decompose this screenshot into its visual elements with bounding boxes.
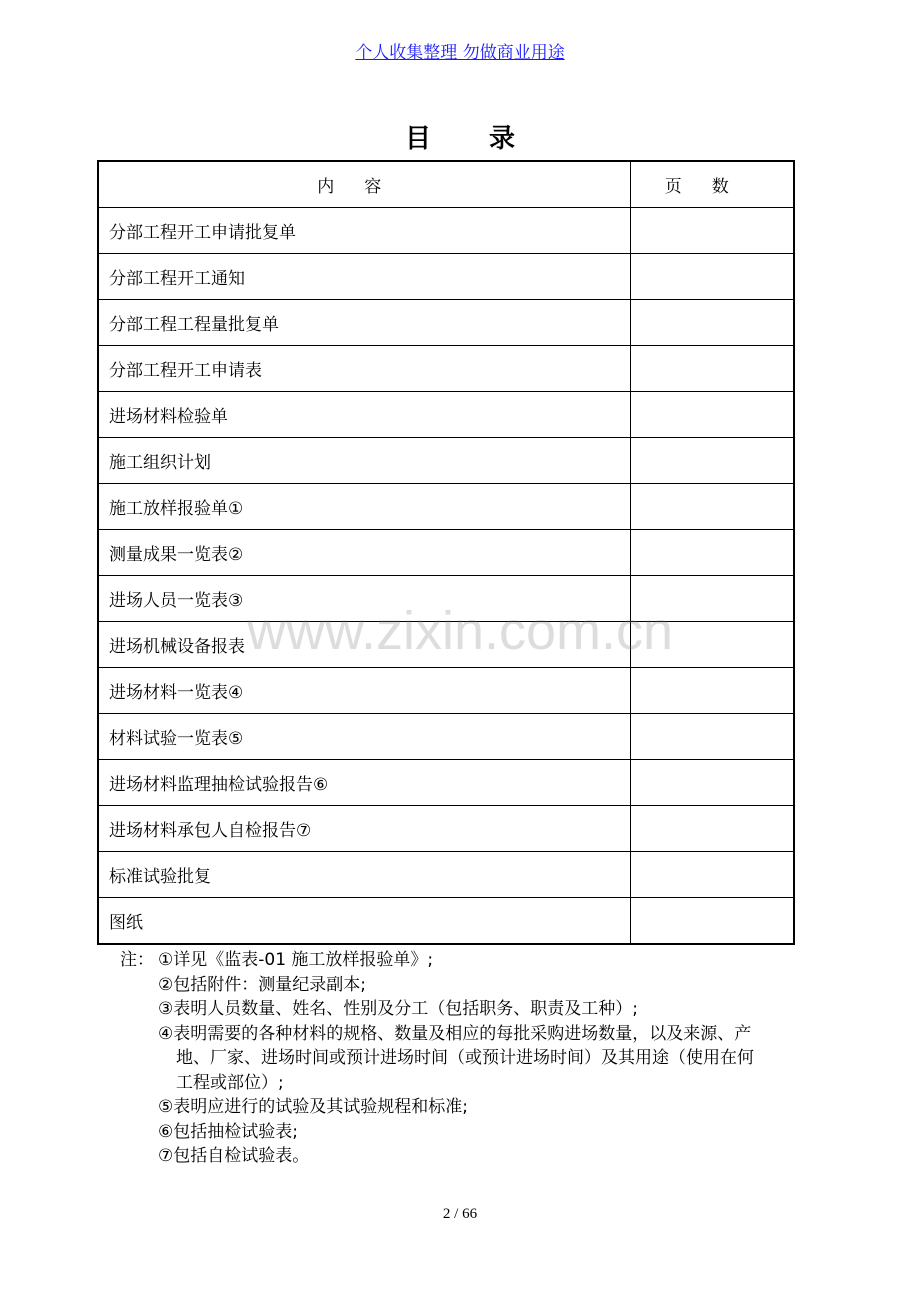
table-row xyxy=(98,714,794,760)
table-row xyxy=(98,392,794,438)
table-row xyxy=(98,438,794,484)
row-content: 分部工程开工申请批复单 xyxy=(98,208,630,254)
watermark: www.zixin.com.cn xyxy=(246,601,674,661)
row-content: 施工组织计划 xyxy=(98,438,630,484)
row-page-cell xyxy=(630,806,794,852)
page-title: 目录 xyxy=(404,124,573,154)
table-row xyxy=(98,208,794,254)
row-page-cell xyxy=(630,668,794,714)
table-row xyxy=(98,668,794,714)
toc-table xyxy=(97,160,795,945)
table-row xyxy=(98,852,794,898)
table-row xyxy=(98,484,794,530)
row-content: 分部工程开工通知 xyxy=(98,254,630,300)
row-page-cell xyxy=(630,760,794,806)
row-content: 进场机械设备报表 xyxy=(98,622,630,668)
table-row xyxy=(98,300,794,346)
table-row xyxy=(98,806,794,852)
note-item: ⑥包括抽检试验表; xyxy=(158,1121,298,1142)
row-content: 进场材料监理抽检试验报告⑥ xyxy=(98,760,630,806)
column-header-content: 内容 xyxy=(98,161,630,208)
table-row xyxy=(98,898,794,945)
row-content: 进场人员一览表③ xyxy=(98,576,630,622)
table-row xyxy=(98,346,794,392)
row-content: 材料试验一览表⑤ xyxy=(98,714,630,760)
row-content: 进场材料一览表④ xyxy=(98,668,630,714)
row-page-cell xyxy=(630,208,794,254)
table-row xyxy=(98,576,794,622)
column-header-page: 页数 xyxy=(630,161,794,208)
row-content: 图纸 xyxy=(98,898,630,945)
note-item: ②包括附件：测量纪录副本; xyxy=(158,974,366,995)
row-page-cell xyxy=(630,622,794,668)
row-page-cell xyxy=(630,898,794,945)
table-row xyxy=(98,254,794,300)
row-content: 进场材料承包人自检报告⑦ xyxy=(98,806,630,852)
note-item: ③表明人员数量、姓名、性别及分工（包括职务、职责及工种）; xyxy=(158,999,638,1019)
row-content: 测量成果一览表② xyxy=(98,530,630,576)
row-page-cell xyxy=(630,530,794,576)
page-number: 2 / 66 xyxy=(442,1206,478,1222)
row-page-cell xyxy=(630,254,794,300)
table-row xyxy=(98,622,794,668)
row-page-cell xyxy=(630,346,794,392)
row-page-cell xyxy=(630,392,794,438)
table-header-row xyxy=(98,161,794,208)
row-page-cell xyxy=(630,852,794,898)
note-item: ⑦包括自检试验表。 xyxy=(158,1146,310,1166)
row-content: 标准试验批复 xyxy=(98,852,630,898)
notes-section xyxy=(120,948,820,1169)
row-page-cell xyxy=(630,484,794,530)
notes-prefix: 注： xyxy=(120,950,154,970)
table-row xyxy=(98,530,794,576)
row-content: 分部工程开工申请表 xyxy=(98,346,630,392)
row-content: 施工放样报验单① xyxy=(98,484,630,530)
note-item-4-line-3: 工程或部位）; xyxy=(176,1072,284,1093)
note-item: ⑤表明应进行的试验及其试验规程和标准; xyxy=(158,1097,468,1117)
note-item-4-line-1: ④表明需要的各种材料的规格、数量及相应的每批采购进场数量，以及来源、产 xyxy=(158,1023,752,1044)
note-item: ①详见《监表-01 施工放样报验单》; xyxy=(158,950,434,970)
note-item-4-line-2: 地、厂家、进场时间或预计进场时间（或预计进场时间）及其用途（使用在何 xyxy=(176,1048,754,1068)
row-content: 分部工程工程量批复单 xyxy=(98,300,630,346)
row-page-cell xyxy=(630,438,794,484)
row-page-cell xyxy=(630,576,794,622)
row-page-cell xyxy=(630,300,794,346)
row-content: 进场材料检验单 xyxy=(98,392,630,438)
header-link[interactable]: 个人收集整理 勿做商业用途 xyxy=(355,43,565,63)
note-item xyxy=(120,1022,820,1096)
table-row xyxy=(98,760,794,806)
row-page-cell xyxy=(630,714,794,760)
